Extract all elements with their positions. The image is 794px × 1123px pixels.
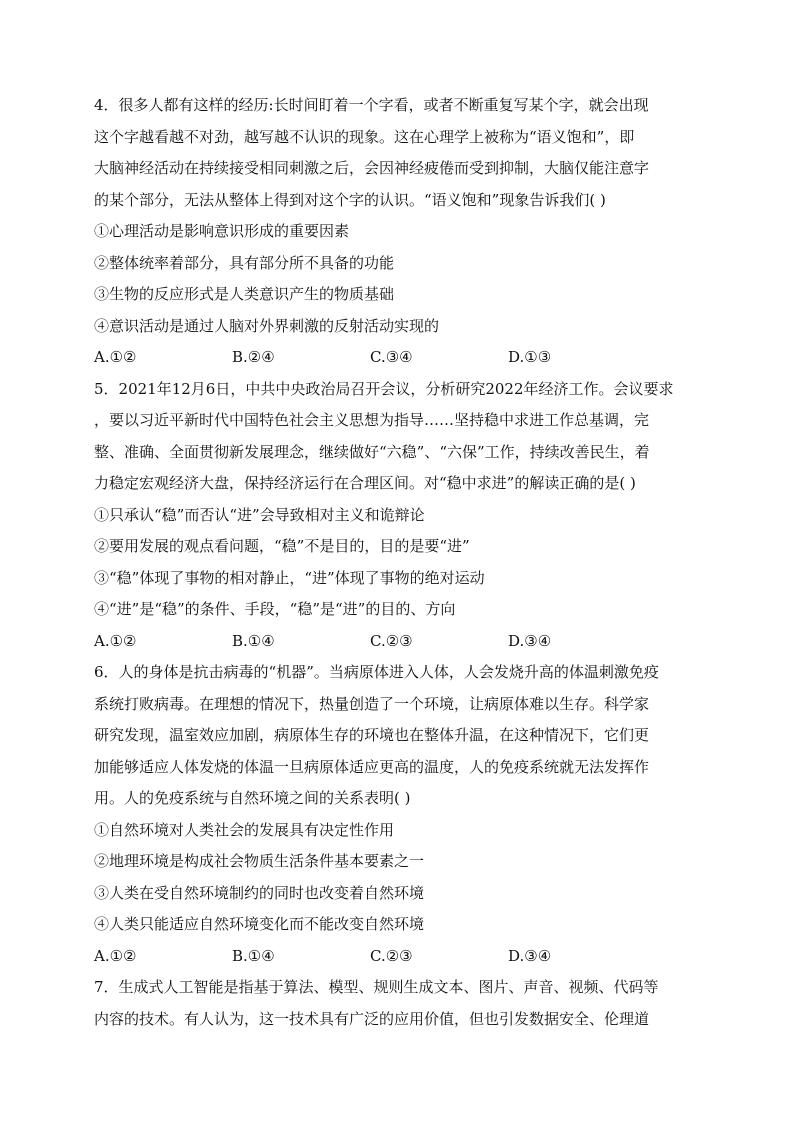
choice-a[interactable]: A.①② [94,348,137,366]
choice-a[interactable]: A.①② [94,946,137,965]
question-stem-line: 6．人的身体是抗击病毒的“机器”。当病原体进入人体，人会发烧升高的体温刺激免疫 [94,663,659,681]
question-stem-line: 加能够适应人体发烧的体温一旦病原体适应更高的温度，人的免疫系统就无法发挥作 [94,757,650,776]
answer-choices [94,342,700,374]
question-7 [94,972,700,1035]
question-stem-line: 这个字越看越不对劲，越写越不认识的现象。这在心理学上被称为“语义饱和”，即 [94,127,635,146]
statement-option-1: ①心理活动是影响意识形成的重要因素 [94,222,350,240]
statement-option-3: ③人类在受自然环境制约的同时也改变着自然环境 [94,883,425,902]
answer-choices [94,941,700,973]
question-stem-line: 的某个部分，无法从整体上得到对这个字的认识。“语义饱和”现象告诉我们( ) [94,190,606,209]
question-stem-line: 4．很多人都有这样的经历:长时间盯着一个字看，或者不断重复写某个字，就会出现 [94,96,649,114]
choice-c[interactable]: C.②③ [370,946,413,965]
statement-option-2: ②整体统率着部分，具有部分所不具备的功能 [94,253,395,272]
question-stem-line: 内容的技术。有人认为，这一技术具有广泛的应用价值，但也引发数据安全、伦理道 [94,1009,650,1028]
statement-option-2: ②地理环境是构成社会物质生活条件基本要素之一 [94,852,425,870]
choice-b[interactable]: B.①④ [232,631,275,650]
question-stem-line: 研究发现，温室效应加剧，病原体生存的环境也在整体升温，在这种情况下，它们更 [94,726,650,744]
statement-option-2: ②要用发展的观点看问题，“稳”不是目的，目的是要“进” [94,537,470,555]
exam-page [94,90,700,1035]
choice-b[interactable]: B.②④ [232,348,275,366]
statement-option-4: ④“进”是“稳”的条件、手段，“稳”是“进”的目的、方向 [94,600,456,618]
choice-b[interactable]: B.①④ [232,946,275,965]
choice-c[interactable]: C.③④ [370,348,413,366]
choice-c[interactable]: C.②③ [370,631,413,650]
question-stem-line: 整、准确、全面贯彻新发展理念，继续做好“六稳”、“六保”工作，持续改善民生，着 [94,442,650,461]
question-4 [94,90,700,374]
answer-choices [94,626,700,658]
choice-a[interactable]: A.①② [94,631,137,650]
statement-option-1: ①自然环境对人类社会的发展具有决定性作用 [94,820,395,839]
statement-option-4: ④人类只能适应自然环境变化而不能改变自然环境 [94,915,425,933]
statement-option-3: ③生物的反应形式是人类意识产生的物质基础 [94,285,395,303]
question-stem-line: 5．2021年12月6日，中共中央政治局召开会议，分析研究2022年经济工作。会议要求 [94,379,674,398]
question-stem-line: ，要以习近平新时代中国特色社会主义思想为指导……坚持稳中求进工作总基调，完 [94,411,650,429]
question-stem-line: 力稳定宏观经济大盘，保持经济运行在合理区间。对“稳中求进”的解读正确的是( ) [94,474,636,492]
question-stem-line: 用。人的免疫系统与自然环境之间的关系表明( ) [94,789,411,807]
statement-option-4: ④意识活动是通过人脑对外界刺激的反射活动实现的 [94,316,440,335]
question-stem-line: 大脑神经活动在持续接受相同刺激之后，会因神经疲倦而受到抑制，大脑仅能注意字 [94,159,650,177]
statement-option-1: ①只承认“稳”而否认“进”会导致相对主义和诡辩论 [94,505,425,524]
question-6 [94,657,700,972]
choice-d[interactable]: D.③④ [508,946,552,965]
choice-d[interactable]: D.①③ [508,348,552,366]
statement-option-3: ③“稳”体现了事物的相对静止，“进”体现了事物的绝对运动 [94,568,485,587]
question-stem-line: 7．生成式人工智能是指基于算法、模型、规则生成文本、图片、声音、视频、代码等 [94,978,659,996]
question-5 [94,374,700,658]
question-stem-line: 系统打败病毒。在理想的情况下，热量创造了一个环境，让病原体难以生存。科学家 [94,694,650,713]
choice-d[interactable]: D.③④ [508,631,552,650]
